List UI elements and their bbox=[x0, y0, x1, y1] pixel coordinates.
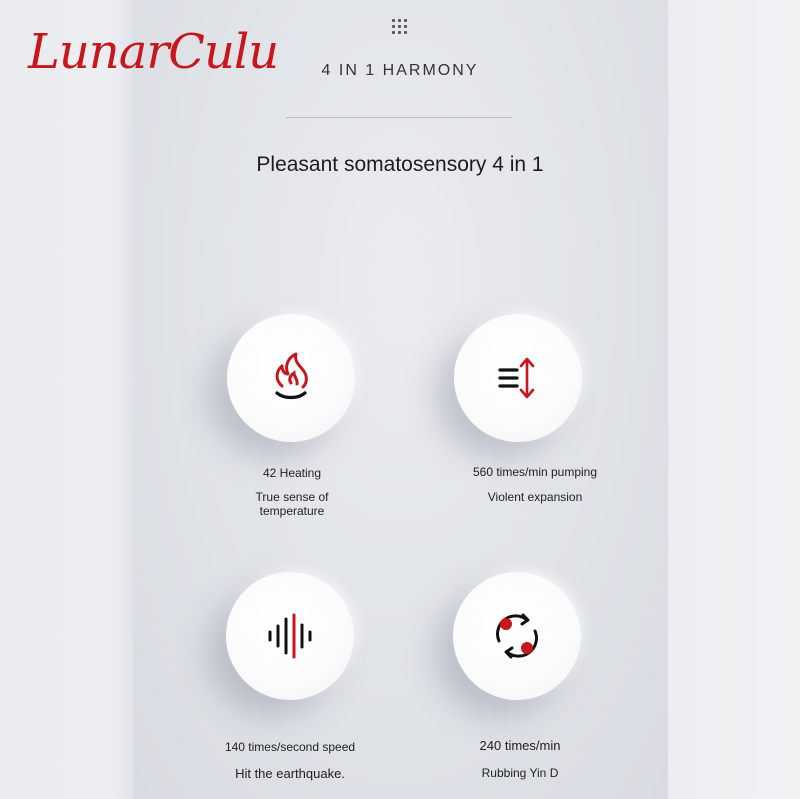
rotation-icon bbox=[489, 608, 545, 664]
feature-heating-desc: True sense of temperature bbox=[255, 490, 329, 518]
feature-rotation-button bbox=[453, 572, 581, 700]
feature-heating-button bbox=[227, 314, 355, 442]
feature-pumping-button bbox=[454, 314, 582, 442]
feature-rotation-desc: Rubbing Yin D bbox=[481, 766, 559, 780]
brand-logo: LunarCulu bbox=[28, 24, 279, 80]
flame-icon bbox=[266, 350, 316, 406]
feature-vibration-title: 140 times/second speed bbox=[224, 740, 356, 754]
page-subtitle: Pleasant somatosensory 4 in 1 bbox=[256, 153, 544, 176]
vibration-wave-icon bbox=[262, 611, 318, 661]
feature-vibration-desc: Hit the earthquake. bbox=[235, 766, 345, 781]
background-panel bbox=[133, 0, 668, 799]
feature-rotation-title: 240 times/min bbox=[479, 738, 561, 753]
feature-pumping-desc: Violent expansion bbox=[487, 490, 583, 504]
divider bbox=[286, 117, 512, 118]
pump-arrows-icon bbox=[493, 353, 543, 403]
feature-vibration-button bbox=[226, 572, 354, 700]
page-title: 4 IN 1 HARMONY bbox=[321, 62, 479, 79]
grid-dots-icon[interactable] bbox=[392, 19, 408, 35]
feature-pumping-title: 560 times/min pumping bbox=[472, 465, 598, 479]
feature-heating-title: 42 Heating bbox=[262, 466, 322, 480]
